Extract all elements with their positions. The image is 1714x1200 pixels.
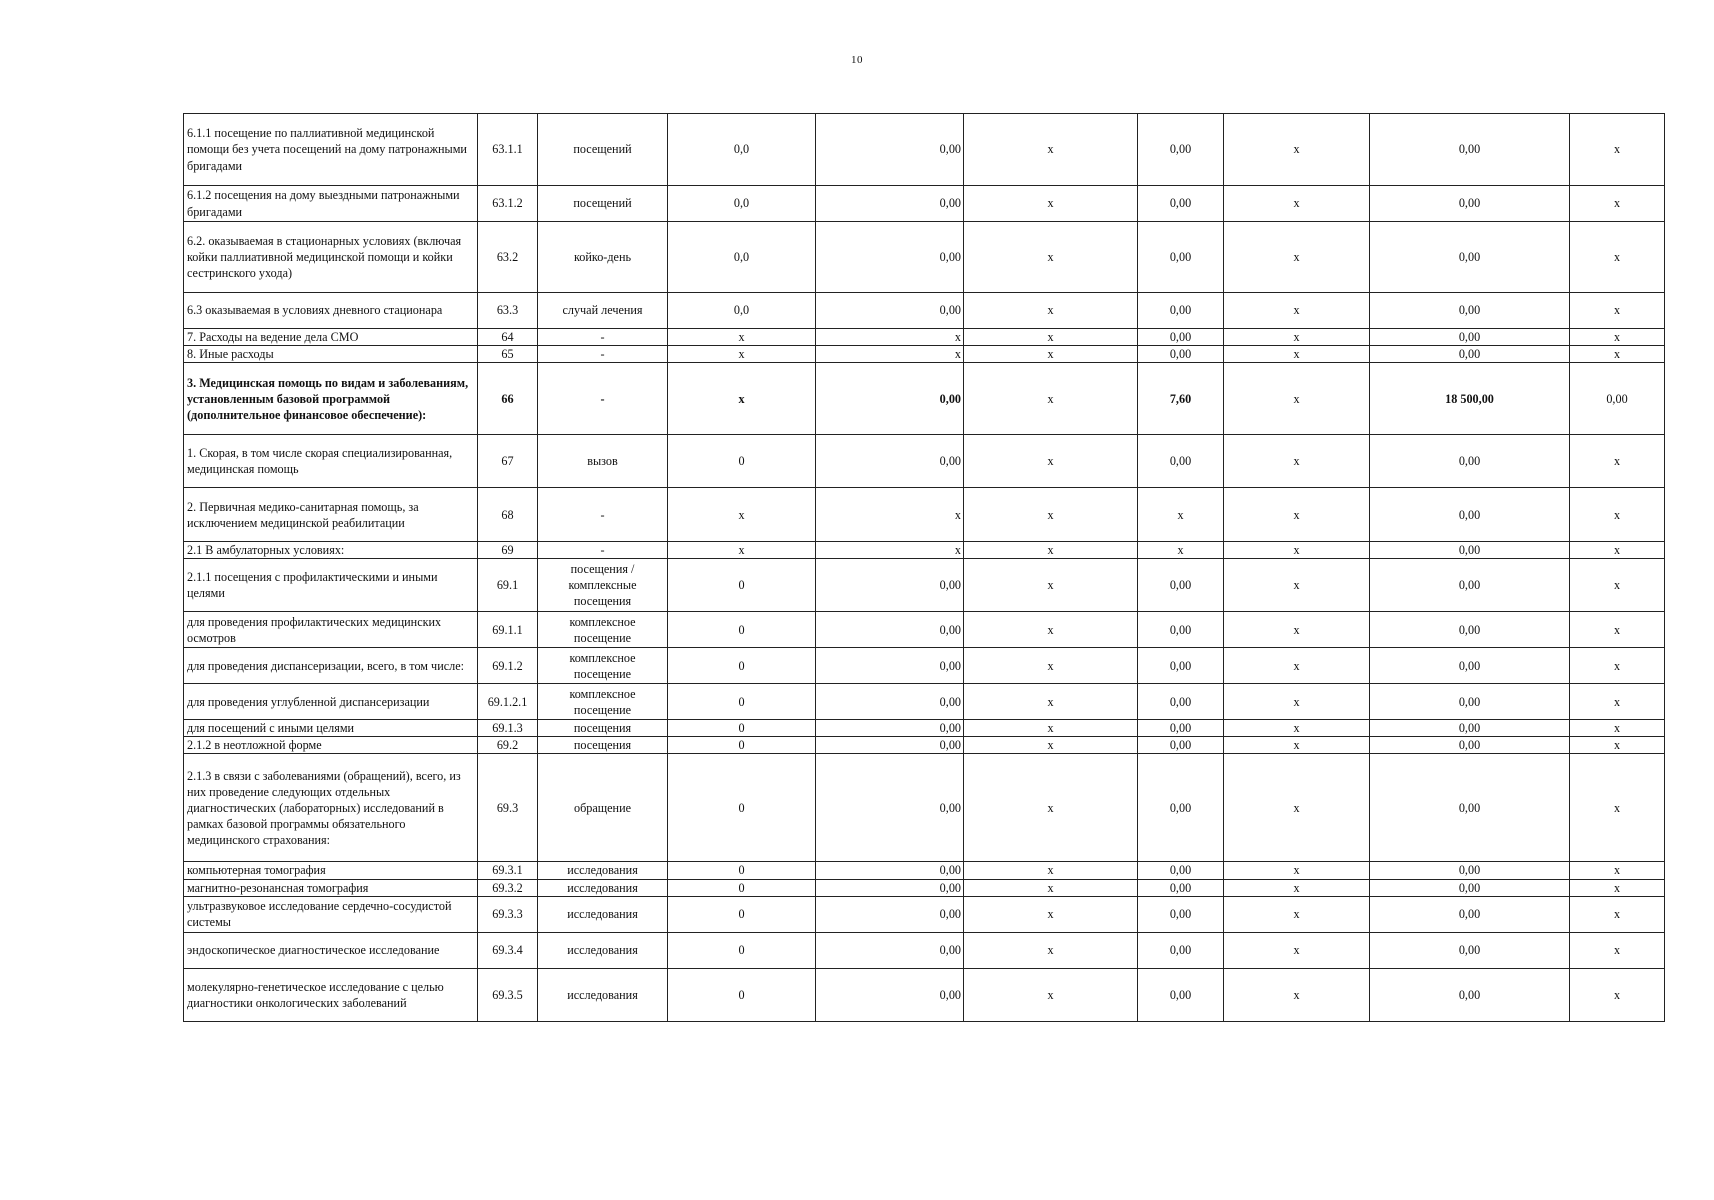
table-row <box>184 684 1665 720</box>
row-unit-cell: посещений <box>538 186 668 222</box>
row-value-cell: x <box>816 488 964 542</box>
table-row <box>184 737 1665 754</box>
row-value-cell: x <box>1570 879 1665 896</box>
row-value-cell: x <box>1570 754 1665 862</box>
row-value-cell: 0,00 <box>1138 186 1224 222</box>
row-value-cell: x <box>964 559 1138 612</box>
table-row <box>184 648 1665 684</box>
row-value-cell: x <box>1138 488 1224 542</box>
row-value-cell: x <box>1570 222 1665 293</box>
row-value-cell: x <box>1570 435 1665 488</box>
row-value-cell: 0,0 <box>668 293 816 329</box>
row-unit-cell: комплексное посещение <box>538 684 668 720</box>
row-value-cell: 0,00 <box>1370 186 1570 222</box>
row-value-cell: x <box>1224 293 1370 329</box>
row-code-cell: 69.1.2 <box>478 648 538 684</box>
row-value-cell: 0 <box>668 559 816 612</box>
row-value-cell: 0 <box>668 896 816 932</box>
row-value-cell: x <box>816 542 964 559</box>
row-value-cell: x <box>1224 754 1370 862</box>
row-unit-cell: обращение <box>538 754 668 862</box>
row-value-cell: x <box>964 114 1138 186</box>
row-value-cell: 0,00 <box>1370 559 1570 612</box>
row-value-cell: x <box>1224 896 1370 932</box>
row-value-cell: 0,00 <box>1370 896 1570 932</box>
row-value-cell: x <box>1224 737 1370 754</box>
row-value-cell: x <box>964 754 1138 862</box>
row-value-cell: x <box>1224 968 1370 1021</box>
row-value-cell: x <box>1224 222 1370 293</box>
row-value-cell: x <box>1224 612 1370 648</box>
row-value-cell: 0,0 <box>668 222 816 293</box>
row-code-cell: 69.3 <box>478 754 538 862</box>
row-value-cell: 0,00 <box>816 648 964 684</box>
row-name-cell: эндоскопическое диагностическое исследование <box>184 932 478 968</box>
row-value-cell: 0,00 <box>816 684 964 720</box>
row-value-cell: x <box>1570 329 1665 346</box>
row-value-cell: 0,00 <box>816 720 964 737</box>
row-value-cell: 0,00 <box>816 222 964 293</box>
table-row <box>184 879 1665 896</box>
row-value-cell: x <box>1224 720 1370 737</box>
row-name-cell: для проведения диспансеризации, всего, в том числе: <box>184 648 478 684</box>
row-value-cell: x <box>1570 968 1665 1021</box>
row-value-cell: x <box>964 896 1138 932</box>
table-region[interactable] <box>183 113 1664 1022</box>
row-unit-cell: исследования <box>538 896 668 932</box>
row-value-cell: 0,00 <box>1138 293 1224 329</box>
row-unit-cell: посещений <box>538 114 668 186</box>
row-value-cell: 0,00 <box>1138 932 1224 968</box>
row-value-cell: x <box>1224 932 1370 968</box>
row-value-cell: 0 <box>668 737 816 754</box>
row-value-cell: 0,00 <box>1370 862 1570 879</box>
row-value-cell: x <box>816 329 964 346</box>
row-value-cell: 0,00 <box>1138 435 1224 488</box>
row-name-cell: магнитно-резонансная томография <box>184 879 478 896</box>
row-name-cell: 2. Первичная медико-санитарная помощь, за исключением медицинской реабилитации <box>184 488 478 542</box>
row-value-cell: 0 <box>668 968 816 1021</box>
row-value-cell: 0,00 <box>1138 222 1224 293</box>
row-value-cell: x <box>1224 329 1370 346</box>
row-value-cell: 0,00 <box>816 186 964 222</box>
financing-table <box>183 113 1665 1022</box>
row-value-cell: 0 <box>668 648 816 684</box>
table-row <box>184 542 1665 559</box>
row-value-cell: x <box>1224 542 1370 559</box>
table-row <box>184 346 1665 363</box>
row-code-cell: 64 <box>478 329 538 346</box>
row-name-cell: 6.1.2 посещения на дому выездными патронажными бригадами <box>184 186 478 222</box>
row-code-cell: 69.3.2 <box>478 879 538 896</box>
row-value-cell: 0,00 <box>1370 968 1570 1021</box>
row-value-cell: x <box>1570 720 1665 737</box>
row-unit-cell: - <box>538 542 668 559</box>
row-value-cell: 0,00 <box>1370 932 1570 968</box>
row-value-cell: 0,00 <box>816 932 964 968</box>
table-row <box>184 435 1665 488</box>
row-value-cell: x <box>668 542 816 559</box>
row-code-cell: 63.1.2 <box>478 186 538 222</box>
row-name-cell: 3. Медицинская помощь по видам и заболеваниям, установленным базовой программой (дополнительное финансовое обеспечение): <box>184 363 478 435</box>
row-value-cell: x <box>816 346 964 363</box>
row-value-cell: x <box>1570 114 1665 186</box>
row-value-cell: x <box>964 932 1138 968</box>
row-value-cell: 0,00 <box>1370 222 1570 293</box>
row-unit-cell: вызов <box>538 435 668 488</box>
row-unit-cell: комплексное посещение <box>538 612 668 648</box>
row-value-cell: x <box>964 329 1138 346</box>
row-value-cell: x <box>964 879 1138 896</box>
row-value-cell: x <box>1224 186 1370 222</box>
row-name-cell: 6.2. оказываемая в стационарных условиях (включая койки паллиативной медицинской помощи и койки сестринского ухода) <box>184 222 478 293</box>
row-code-cell: 63.3 <box>478 293 538 329</box>
row-value-cell: x <box>1224 346 1370 363</box>
row-value-cell: x <box>964 862 1138 879</box>
row-value-cell: 0,00 <box>1370 648 1570 684</box>
row-value-cell: 0,00 <box>1370 488 1570 542</box>
row-unit-cell: исследования <box>538 879 668 896</box>
row-code-cell: 63.1.1 <box>478 114 538 186</box>
row-value-cell: x <box>1570 542 1665 559</box>
row-name-cell: 2.1.1 посещения с профилактическими и иными целями <box>184 559 478 612</box>
row-unit-cell: посещения <box>538 720 668 737</box>
row-value-cell: x <box>1224 363 1370 435</box>
table-row <box>184 862 1665 879</box>
row-unit-cell: посещения / комплексные посещения <box>538 559 668 612</box>
row-code-cell: 69.1.2.1 <box>478 684 538 720</box>
row-value-cell: x <box>1224 488 1370 542</box>
row-unit-cell: комплексное посещение <box>538 648 668 684</box>
row-value-cell: 0 <box>668 932 816 968</box>
row-name-cell: 8. Иные расходы <box>184 346 478 363</box>
row-value-cell: 0,00 <box>816 435 964 488</box>
row-value-cell: x <box>1570 648 1665 684</box>
row-value-cell: 0,00 <box>1138 612 1224 648</box>
row-value-cell: 0,00 <box>1370 114 1570 186</box>
row-value-cell: 0,00 <box>1370 737 1570 754</box>
row-value-cell: 0,00 <box>1138 346 1224 363</box>
row-value-cell: x <box>964 542 1138 559</box>
row-value-cell: 0,00 <box>816 114 964 186</box>
row-code-cell: 69.3.1 <box>478 862 538 879</box>
row-value-cell: 0,00 <box>816 754 964 862</box>
row-name-cell: 2.1.3 в связи с заболеваниями (обращений), всего, из них проведение следующих отдельных диагностических (лабораторных) исследований в рамках базовой программы обязательного медицинского страхования: <box>184 754 478 862</box>
row-value-cell: x <box>1224 879 1370 896</box>
row-value-cell: 18 500,00 <box>1370 363 1570 435</box>
row-name-cell: ультразвуковое исследование сердечно-сосудистой системы <box>184 896 478 932</box>
row-value-cell: x <box>1570 488 1665 542</box>
row-value-cell: 0,00 <box>1370 329 1570 346</box>
row-value-cell: x <box>1570 684 1665 720</box>
row-value-cell: x <box>668 346 816 363</box>
row-value-cell: 0 <box>668 862 816 879</box>
row-unit-cell: посещения <box>538 737 668 754</box>
row-value-cell: x <box>964 612 1138 648</box>
row-unit-cell: койко-день <box>538 222 668 293</box>
row-value-cell: 0,00 <box>1370 346 1570 363</box>
row-value-cell: 0,00 <box>1138 737 1224 754</box>
table-row <box>184 968 1665 1021</box>
row-code-cell: 68 <box>478 488 538 542</box>
row-value-cell: x <box>1224 114 1370 186</box>
row-value-cell: 0,00 <box>1138 648 1224 684</box>
row-name-cell: 2.1.2 в неотложной форме <box>184 737 478 754</box>
row-value-cell: 0,00 <box>1370 684 1570 720</box>
row-value-cell: x <box>1570 293 1665 329</box>
table-row <box>184 488 1665 542</box>
row-value-cell: x <box>1570 932 1665 968</box>
row-code-cell: 69.3.3 <box>478 896 538 932</box>
row-value-cell: 0,00 <box>1370 879 1570 896</box>
row-value-cell: x <box>1570 862 1665 879</box>
row-value-cell: 0,00 <box>1370 720 1570 737</box>
row-value-cell: 0 <box>668 612 816 648</box>
row-code-cell: 69.3.4 <box>478 932 538 968</box>
row-name-cell: 6.3 оказываемая в условиях дневного стационара <box>184 293 478 329</box>
row-value-cell: 0,00 <box>1370 542 1570 559</box>
row-value-cell: 0,00 <box>1138 559 1224 612</box>
table-row <box>184 932 1665 968</box>
row-value-cell: 0,00 <box>1138 720 1224 737</box>
row-value-cell: x <box>964 363 1138 435</box>
row-value-cell: x <box>964 222 1138 293</box>
row-code-cell: 69.1 <box>478 559 538 612</box>
row-code-cell: 69 <box>478 542 538 559</box>
row-name-cell: для проведения углубленной диспансеризации <box>184 684 478 720</box>
table-body <box>184 114 1665 1022</box>
table-row <box>184 114 1665 186</box>
row-value-cell: 0,00 <box>1138 862 1224 879</box>
table-row <box>184 896 1665 932</box>
row-value-cell: 0,00 <box>816 879 964 896</box>
row-code-cell: 65 <box>478 346 538 363</box>
row-code-cell: 69.3.5 <box>478 968 538 1021</box>
row-value-cell: 7,60 <box>1138 363 1224 435</box>
row-unit-cell: - <box>538 488 668 542</box>
row-value-cell: x <box>1224 435 1370 488</box>
table-row <box>184 293 1665 329</box>
row-value-cell: 0,00 <box>816 559 964 612</box>
row-value-cell: x <box>1570 612 1665 648</box>
row-value-cell: x <box>1570 346 1665 363</box>
row-value-cell: 0,00 <box>1370 293 1570 329</box>
row-unit-cell: - <box>538 363 668 435</box>
row-value-cell: 0,00 <box>1370 754 1570 862</box>
row-value-cell: 0,00 <box>816 293 964 329</box>
row-value-cell: 0,0 <box>668 186 816 222</box>
row-value-cell: 0,0 <box>668 114 816 186</box>
table-row <box>184 754 1665 862</box>
row-value-cell: 0,00 <box>1370 435 1570 488</box>
row-name-cell: 2.1 В амбулаторных условиях: <box>184 542 478 559</box>
row-value-cell: 0,00 <box>1138 754 1224 862</box>
row-value-cell: 0 <box>668 879 816 896</box>
row-code-cell: 69.1.1 <box>478 612 538 648</box>
table-row <box>184 720 1665 737</box>
table-row <box>184 186 1665 222</box>
row-value-cell: x <box>668 363 816 435</box>
row-value-cell: x <box>668 329 816 346</box>
row-code-cell: 69.2 <box>478 737 538 754</box>
row-value-cell: 0,00 <box>816 862 964 879</box>
row-name-cell: 1. Скорая, в том числе скорая специализированная, медицинская помощь <box>184 435 478 488</box>
row-name-cell: 6.1.1 посещение по паллиативной медицинской помощи без учета посещений на дому патронажными бригадами <box>184 114 478 186</box>
row-value-cell: x <box>1570 186 1665 222</box>
row-value-cell: 0 <box>668 435 816 488</box>
row-code-cell: 63.2 <box>478 222 538 293</box>
row-value-cell: x <box>1224 559 1370 612</box>
row-value-cell: 0,00 <box>1570 363 1665 435</box>
row-value-cell: x <box>1224 862 1370 879</box>
row-name-cell: 7. Расходы на ведение дела СМО <box>184 329 478 346</box>
row-unit-cell: исследования <box>538 862 668 879</box>
row-value-cell: x <box>964 435 1138 488</box>
page-number: 10 <box>851 54 863 66</box>
row-value-cell: x <box>964 648 1138 684</box>
row-unit-cell: - <box>538 329 668 346</box>
row-value-cell: x <box>1224 648 1370 684</box>
row-value-cell: 0,00 <box>1138 896 1224 932</box>
row-value-cell: x <box>668 488 816 542</box>
row-value-cell: 0 <box>668 684 816 720</box>
table-row <box>184 363 1665 435</box>
row-value-cell: x <box>1570 896 1665 932</box>
row-value-cell: x <box>964 720 1138 737</box>
row-value-cell: 0,00 <box>1138 968 1224 1021</box>
row-value-cell: x <box>1570 559 1665 612</box>
row-value-cell: x <box>1224 684 1370 720</box>
row-name-cell: компьютерная томография <box>184 862 478 879</box>
row-value-cell: x <box>1570 737 1665 754</box>
table-row <box>184 559 1665 612</box>
row-code-cell: 69.1.3 <box>478 720 538 737</box>
row-value-cell: x <box>964 186 1138 222</box>
row-unit-cell: случай лечения <box>538 293 668 329</box>
row-value-cell: x <box>1138 542 1224 559</box>
row-name-cell: для проведения профилактических медицинских осмотров <box>184 612 478 648</box>
row-name-cell: молекулярно-генетическое исследование с целью диагностики онкологических заболеваний <box>184 968 478 1021</box>
row-name-cell: для посещений с иными целями <box>184 720 478 737</box>
row-value-cell: x <box>964 737 1138 754</box>
row-value-cell: x <box>964 684 1138 720</box>
row-value-cell: 0 <box>668 754 816 862</box>
table-row <box>184 222 1665 293</box>
row-value-cell: 0,00 <box>1138 329 1224 346</box>
row-value-cell: 0,00 <box>816 612 964 648</box>
row-value-cell: 0,00 <box>816 968 964 1021</box>
row-unit-cell: исследования <box>538 932 668 968</box>
table-row <box>184 329 1665 346</box>
row-code-cell: 67 <box>478 435 538 488</box>
row-code-cell: 66 <box>478 363 538 435</box>
row-value-cell: x <box>964 293 1138 329</box>
row-value-cell: x <box>964 968 1138 1021</box>
row-value-cell: x <box>964 346 1138 363</box>
row-value-cell: 0,00 <box>816 737 964 754</box>
row-unit-cell: - <box>538 346 668 363</box>
row-value-cell: 0,00 <box>1138 879 1224 896</box>
table-row <box>184 612 1665 648</box>
row-unit-cell: исследования <box>538 968 668 1021</box>
row-value-cell: x <box>964 488 1138 542</box>
row-value-cell: 0,00 <box>1370 612 1570 648</box>
row-value-cell: 0,00 <box>816 363 964 435</box>
row-value-cell: 0 <box>668 720 816 737</box>
row-value-cell: 0,00 <box>1138 684 1224 720</box>
row-value-cell: 0,00 <box>816 896 964 932</box>
row-value-cell: 0,00 <box>1138 114 1224 186</box>
